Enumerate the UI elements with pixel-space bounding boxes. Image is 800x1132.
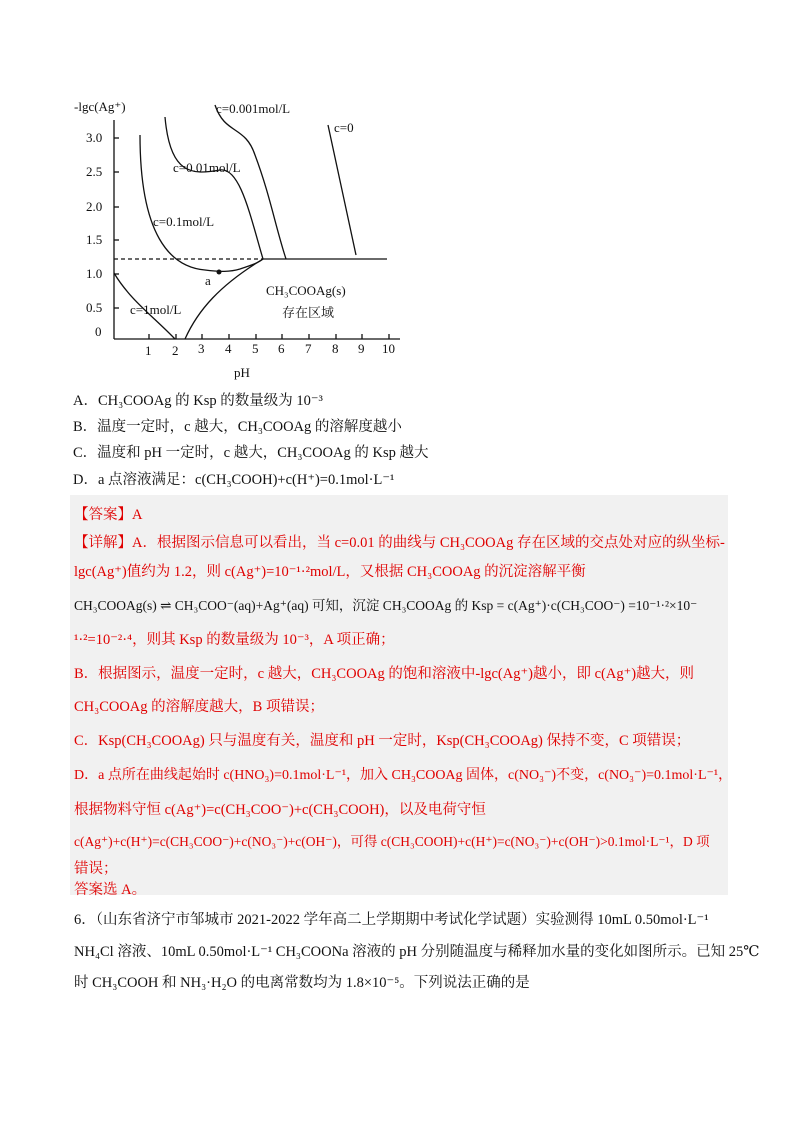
detail-line-7: C．Ksp(CH₃COOAg) 只与温度有关，温度和 pH 一定时，Ksp(CH₃COOAg) 保持不变，C 项错误；: [74, 733, 691, 749]
y-tick-label: 2.5: [86, 164, 103, 179]
region-label-line1: CH₃COOAg(s): [266, 283, 346, 298]
x-tick-label: 7: [305, 341, 312, 356]
detail-line-8: D．a 点所在曲线起始时 c(HNO₃)=0.1mol·L⁻¹，加入 CH₃COOAg 固体，c(NO₃⁻)不变，c(NO₃⁻)=0.1mol·L⁻¹，: [74, 768, 733, 783]
curve-label-0.1: c=0.1mol/L: [153, 214, 215, 229]
detail-line-9: 根据物料守恒 c(Ag⁺)=c(CH₃COO⁻)+c(CH₃COOH)，以及电荷守恒: [74, 802, 486, 818]
y-tick-label: 0: [95, 324, 102, 339]
curve-label-0.001: c=0.001mol/L: [216, 101, 291, 116]
x-tick-label: 5: [252, 341, 259, 356]
answer-value: A: [132, 507, 143, 523]
y-tick-label: 3.0: [86, 130, 103, 145]
y-tick-label: 2.0: [86, 199, 103, 214]
curve-c-0.1: [140, 135, 263, 271]
y-axis-label: -lgc(Ag⁺): [74, 99, 126, 114]
curve-c-0.001: [215, 105, 286, 259]
answer-label: 【答案】: [74, 507, 132, 523]
y-tick-label: 1.5: [86, 232, 103, 247]
curve-label-0: c=0: [334, 120, 354, 135]
detail-line-4: ¹·²=10⁻²·⁴，则其 Ksp 的数量级为 10⁻³，A 项正确；: [74, 632, 395, 648]
question6-line-3: 时 CH₃COOH 和 NH₃·H₂O 的电离常数均为 1.8×10⁻⁵。下列说法正确的是: [74, 975, 530, 991]
detail-line-11: 错误；: [74, 861, 118, 877]
detail-line-2: lgc(Ag⁺)值约为 1.2，则 c(Ag⁺)=10⁻¹·²mol/L，又根据 CH₃COOAg 的沉淀溶解平衡: [74, 564, 586, 580]
x-tick-label: 6: [278, 341, 285, 356]
detail-line-1: 【详解】A．根据图示信息可以看出，当 c=0.01 的曲线与 CH₃COOAg 存在区域的交点处对应的纵坐标-: [74, 535, 725, 551]
solubility-figure: [70, 95, 420, 385]
question6-line-2: NH₄Cl 溶液、10mL 0.50mol·L⁻¹ CH₃COONa 溶液的 pH 分别随温度与稀释加水量的变化如图所示。已知 25℃: [74, 944, 760, 960]
point-a-marker: [217, 270, 222, 275]
curve-c-0.01: [165, 117, 263, 259]
answer-line: [74, 503, 142, 524]
curve-c-0: [328, 125, 356, 255]
option-a: A．CH₃COOAg 的 Ksp 的数量级为 10⁻³: [73, 393, 323, 409]
curve-label-0.01: c=0.01mol/L: [173, 160, 241, 175]
y-tick-label: 0.5: [86, 300, 103, 315]
option-c: C．温度和 pH 一定时，c 越大，CH₃COOAg 的 Ksp 越大: [73, 445, 429, 461]
region-label-line2: 存在区域: [282, 305, 335, 320]
x-tick-label: 4: [225, 341, 232, 356]
option-b: B．温度一定时，c 越大，CH₃COOAg 的溶解度越小: [73, 419, 402, 435]
option-d: D．a 点溶液满足：c(CH₃COOH)+c(H⁺)=0.1mol·L⁻¹: [73, 472, 395, 488]
question6-line-1: 6．（山东省济宁市邹城市 2021-2022 学年高二上学期期中考试化学试题）实验测得 10mL 0.50mol·L⁻¹: [74, 912, 709, 928]
point-a-label: a: [205, 273, 211, 288]
detail-line-5: B．根据图示，温度一定时，c 越大，CH₃COOAg 的饱和溶液中-lgc(Ag⁺)越小，即 c(Ag⁺)越大，则: [74, 666, 695, 682]
y-tick-label: 1.0: [86, 266, 103, 281]
x-axis-label: pH: [234, 365, 250, 380]
x-tick-label: 1: [145, 343, 152, 358]
x-tick-label: 9: [358, 341, 365, 356]
detail-line-10: c(Ag⁺)+c(H⁺)=c(CH₃COO⁻)+c(NO₃⁻)+c(OH⁻)，可得 c(CH₃COOH)+c(H⁺)=c(NO₃⁻)+c(OH⁻)>0.1mol·L⁻¹，D 项: [74, 834, 710, 849]
curve-label-1: c=1mol/L: [130, 302, 182, 317]
x-tick-label: 3: [198, 341, 205, 356]
x-tick-label: 2: [172, 343, 179, 358]
x-tick-label: 8: [332, 341, 339, 356]
detail-line-6: CH₃COOAg 的溶解度越大，B 项错误；: [74, 699, 324, 715]
detail-line-3: CH₃COOAg(s) ⇌ CH₃COO⁻(aq)+Ag⁺(aq) 可知，沉淀 CH₃COOAg 的 Ksp = c(Ag⁺)·c(CH₃COO⁻) =10⁻¹·²×10⁻: [74, 598, 698, 613]
y-tick-marks: [114, 138, 119, 308]
x-tick-label: 10: [382, 341, 395, 356]
detail-label: 【详解】: [74, 535, 132, 551]
answer-conclusion: 答案选 A。: [74, 882, 147, 898]
